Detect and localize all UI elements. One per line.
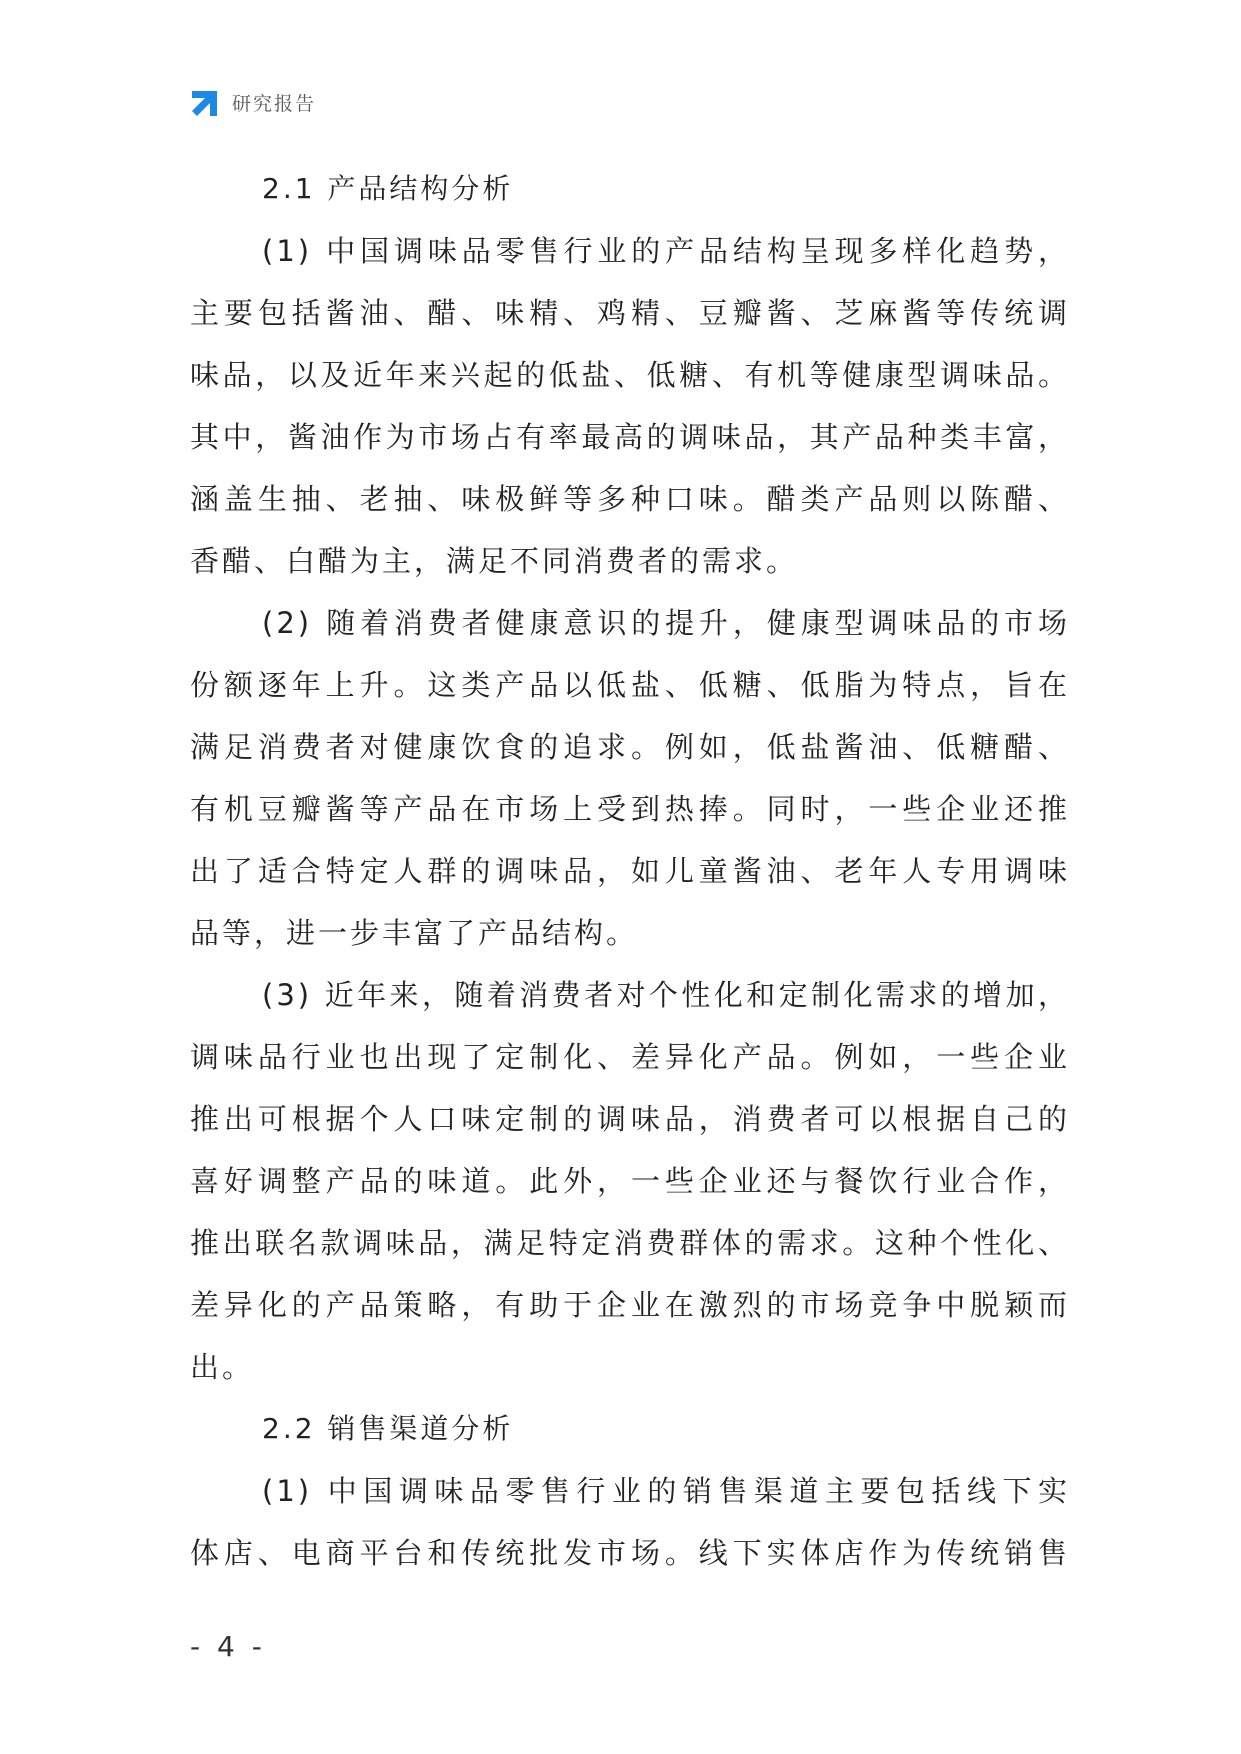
text-line: 出。	[190, 1350, 255, 1384]
section-title-sales-channel: 2.2 销售渠道分析	[262, 1412, 514, 1445]
text-line: 主要包括酱油、醋、味精、鸡精、豆瓣酱、芝麻酱等传统调	[190, 296, 1070, 330]
text-line: (2) 随着消费者健康意识的提升，健康型调味品的市场	[262, 606, 1070, 640]
arrow-logo-icon	[188, 88, 220, 120]
section-title-product-structure: 2.1 产品结构分析	[262, 172, 514, 205]
text-line: 喜好调整产品的味道。此外，一些企业还与餐饮行业合作，	[190, 1164, 1070, 1198]
paragraph-2	[190, 592, 1070, 964]
paragraph-3	[190, 964, 1070, 1398]
page-number: - 4 -	[190, 1630, 266, 1663]
text-line: 推出可根据个人口味定制的调味品，消费者可以根据自己的	[190, 1102, 1070, 1136]
text-line: 体店、电商平台和传统批发市场。线下实体店作为传统销售	[190, 1536, 1070, 1570]
text-line: (1) 中国调味品零售行业的销售渠道主要包括线下实	[262, 1474, 1070, 1508]
text-line: 份额逐年上升。这类产品以低盐、低糖、低脂为特点，旨在	[190, 668, 1070, 702]
text-line: 其中，酱油作为市场占有率最高的调味品，其产品种类丰富，	[190, 420, 1070, 454]
header-title: 研究报告	[232, 93, 317, 115]
text-line: 满足消费者对健康饮食的追求。例如，低盐酱油、低糖醋、	[190, 730, 1070, 764]
paragraph-1	[190, 220, 1070, 592]
text-line: 有机豆瓣酱等产品在市场上受到热捧。同时，一些企业还推	[190, 792, 1070, 826]
text-line: 调味品行业也出现了定制化、差异化产品。例如，一些企业	[190, 1040, 1070, 1074]
text-line: 品等，进一步丰富了产品结构。	[190, 916, 639, 950]
text-line: 涵盖生抽、老抽、味极鲜等多种口味。醋类产品则以陈醋、	[190, 482, 1070, 516]
text-line: 出了适合特定人群的调味品，如儿童酱油、老年人专用调味	[190, 854, 1070, 888]
text-line: 味品，以及近年来兴起的低盐、低糖、有机等健康型调味品。	[190, 358, 1070, 392]
document-body	[190, 158, 1070, 1584]
paragraph-4	[190, 1460, 1070, 1584]
text-line: 推出联名款调味品，满足特定消费群体的需求。这种个性化、	[190, 1226, 1070, 1260]
text-line: (3) 近年来，随着消费者对个性化和定制化需求的增加，	[262, 978, 1070, 1012]
text-line: 差异化的产品策略，有助于企业在激烈的市场竞争中脱颖而	[190, 1288, 1070, 1322]
page-header	[188, 88, 316, 120]
text-line: (1) 中国调味品零售行业的产品结构呈现多样化趋势，	[262, 234, 1070, 268]
text-line: 香醋、白醋为主，满足不同消费者的需求。	[190, 544, 799, 578]
